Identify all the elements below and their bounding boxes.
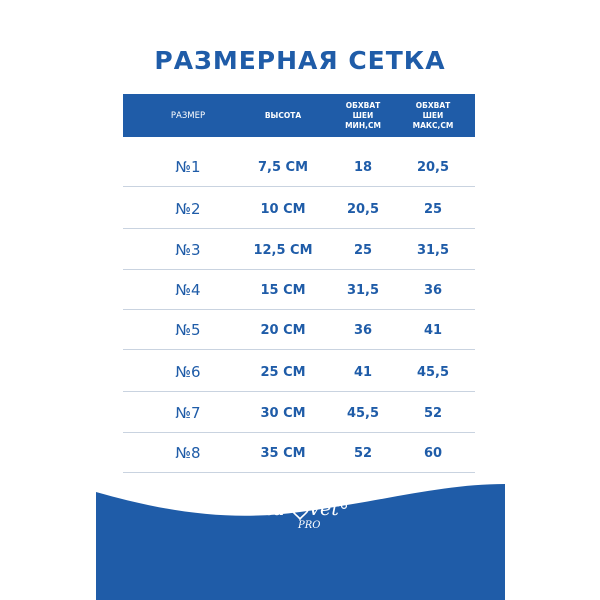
cell-height: 15 СМ — [260, 282, 306, 298]
cell-neck-min: 25 — [353, 242, 373, 258]
cell-height: 10 СМ — [260, 201, 306, 217]
cell-neck-max: 60 — [423, 445, 443, 461]
table-row — [123, 310, 475, 350]
cell-size: №7 — [175, 404, 201, 422]
cell-height: 35 СМ — [260, 445, 306, 461]
table-header — [123, 94, 475, 137]
cell-height: 20 СМ — [260, 322, 306, 338]
table-row — [123, 230, 475, 270]
stethoscope-end-icon — [342, 504, 347, 509]
header-height: ВЫСОТА — [264, 110, 302, 120]
cell-neck-max: 45,5 — [416, 364, 450, 380]
row-divider — [123, 228, 475, 229]
row-divider — [123, 391, 475, 392]
cell-size: №6 — [175, 363, 201, 381]
header-size: РАЗМЕР — [170, 110, 206, 121]
logo-vet-text: Vet — [308, 498, 339, 520]
cell-neck-max: 20,5 — [416, 159, 450, 175]
header-neck-min: ОБХВАТ ШЕИ МИН,СМ — [345, 100, 381, 130]
cell-height: 12,5 СМ — [253, 242, 313, 258]
cell-neck-min: 18 — [353, 159, 373, 175]
table-row — [123, 189, 475, 229]
cell-neck-min: 20,5 — [346, 201, 380, 217]
table-row — [123, 433, 475, 473]
table-row — [123, 147, 475, 187]
row-divider — [123, 186, 475, 187]
cell-neck-min: 45,5 — [346, 405, 380, 421]
logo-vita-text: Vita — [246, 498, 285, 520]
cell-neck-max: 25 — [423, 201, 443, 217]
cell-neck-min: 36 — [353, 322, 373, 338]
cell-size: №8 — [175, 444, 201, 462]
table-row — [123, 270, 475, 310]
cell-size: №5 — [175, 321, 201, 339]
page-title: РАЗМЕРНАЯ СЕТКА — [154, 46, 446, 75]
cell-neck-max: 41 — [423, 322, 443, 338]
cell-height: 25 СМ — [260, 364, 306, 380]
cell-size: №3 — [175, 241, 201, 259]
vitavet-logo — [240, 488, 360, 532]
header-neck-max: ОБХВАТ ШЕИ МАКС,СМ — [412, 100, 454, 130]
cell-neck-min: 31,5 — [346, 282, 380, 298]
table-row — [123, 352, 475, 392]
cell-neck-min: 41 — [353, 364, 373, 380]
cell-size: №2 — [175, 200, 201, 218]
cell-neck-max: 31,5 — [416, 242, 450, 258]
cell-size: №1 — [175, 158, 201, 176]
cell-size: №4 — [175, 281, 201, 299]
cell-height: 7,5 СМ — [257, 159, 309, 175]
logo-pro-text: PRO — [298, 520, 321, 531]
cell-neck-max: 52 — [423, 405, 443, 421]
row-divider — [123, 349, 475, 350]
table-row — [123, 393, 475, 433]
heart-stethoscope-icon — [291, 502, 309, 519]
cell-neck-min: 52 — [353, 445, 373, 461]
cell-height: 30 СМ — [260, 405, 306, 421]
cell-neck-max: 36 — [423, 282, 443, 298]
